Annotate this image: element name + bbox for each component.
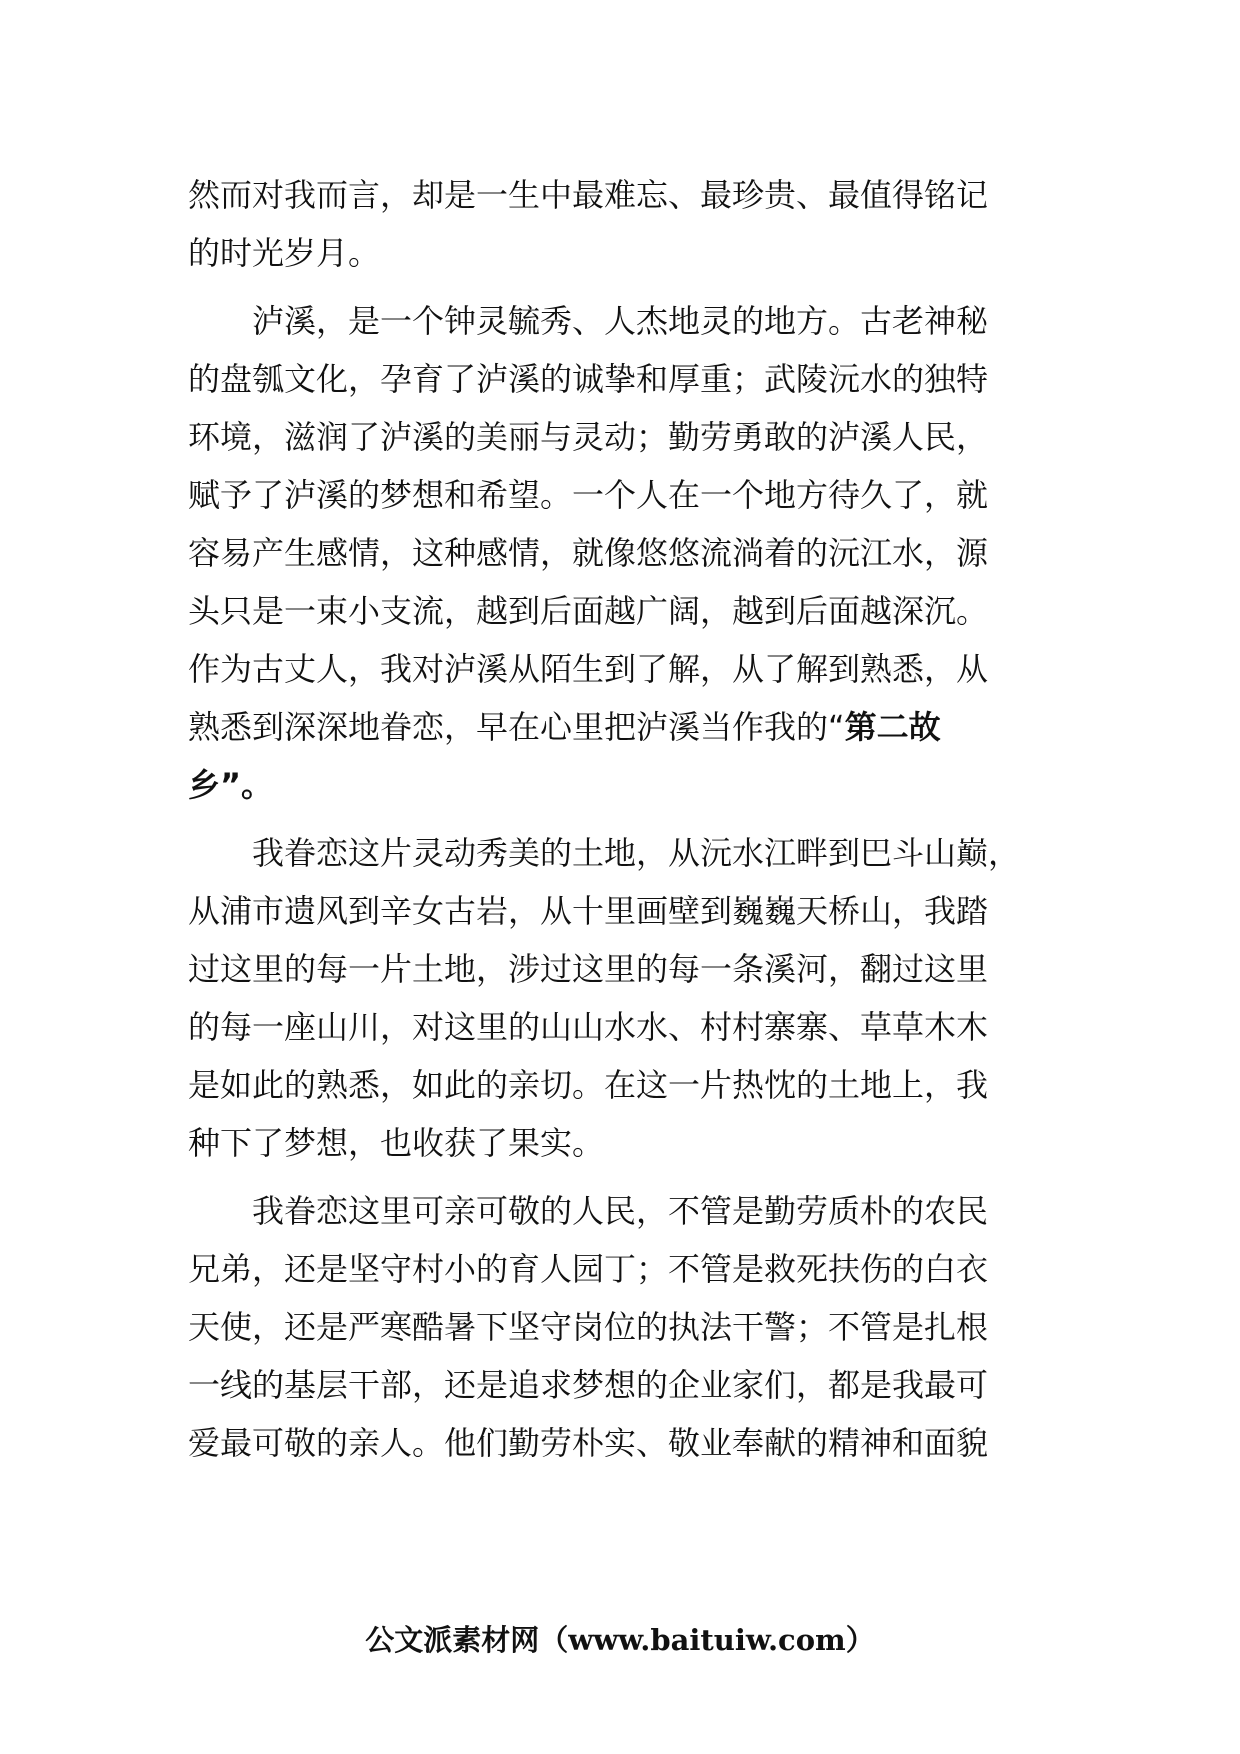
paragraph-first-line: 我眷恋这里可亲可敬的人民，不管是勤劳质朴的农民: [252, 1192, 989, 1230]
text-line: 天使，还是严寒酷暑下坚守岗位的执法干警；不管是扎根: [188, 1308, 989, 1346]
text-line: 头只是一束小支流，越到后面越广阔，越到后面越深沉。: [188, 592, 989, 630]
text-line: 过这里的每一片土地，涉过这里的每一条溪河，翻过这里: [188, 950, 989, 988]
paragraph-first-line: 泸溪，是一个钟灵毓秀、人杰地灵的地方。古老神秘: [252, 302, 989, 340]
page-footer: 公文派素材网（www.baituiw.com）: [365, 1623, 875, 1657]
bold-text-line: 乡”。: [188, 766, 274, 804]
text-line: 兄弟，还是坚守村小的育人园丁；不管是救死扶伤的白衣: [188, 1250, 989, 1288]
text-line: 容易产生感情，这种感情，就像悠悠流淌着的沅江水，源: [188, 534, 989, 572]
paragraph-first-line: 我眷恋这片灵动秀美的土地，从沅水江畔到巴斗山巅，: [252, 834, 1021, 872]
text-line: 作为古丈人，我对泸溪从陌生到了解，从了解到熟悉，从: [188, 650, 989, 688]
text-line: 环境，滋润了泸溪的美丽与灵动；勤劳勇敢的泸溪人民，: [188, 418, 989, 456]
text-line: 赋予了泸溪的梦想和希望。一个人在一个地方待久了，就: [188, 476, 989, 514]
text-line: 从浦市遗风到辛女古岩，从十里画壁到巍巍天桥山，我踏: [188, 892, 989, 930]
text-line: [188, 700, 941, 754]
text-line: 一线的基层干部，还是追求梦想的企业家们，都是我最可: [188, 1366, 989, 1404]
text-line: 种下了梦想，也收获了果实。: [188, 1124, 605, 1162]
text-segment: 熟悉到深深地眷恋，早在心里把泸溪当作我的“: [188, 708, 845, 746]
text-line: 是如此的熟悉，如此的亲切。在这一片热忱的土地上，我: [188, 1066, 989, 1104]
text-line: 爱最可敬的亲人。他们勤劳朴实、敬业奉献的精神和面貌: [188, 1424, 989, 1462]
bold-text: 第二故: [844, 708, 941, 746]
text-line: 的时光岁月。: [188, 234, 381, 272]
text-line: 的每一座山川，对这里的山山水水、村村寨寨、草草木木: [188, 1008, 989, 1046]
text-line: 然而对我而言，却是一生中最难忘、最珍贵、最值得铭记: [188, 176, 989, 214]
text-line: 的盘瓠文化，孕育了泸溪的诚挚和厚重；武陵沅水的独特: [188, 360, 989, 398]
